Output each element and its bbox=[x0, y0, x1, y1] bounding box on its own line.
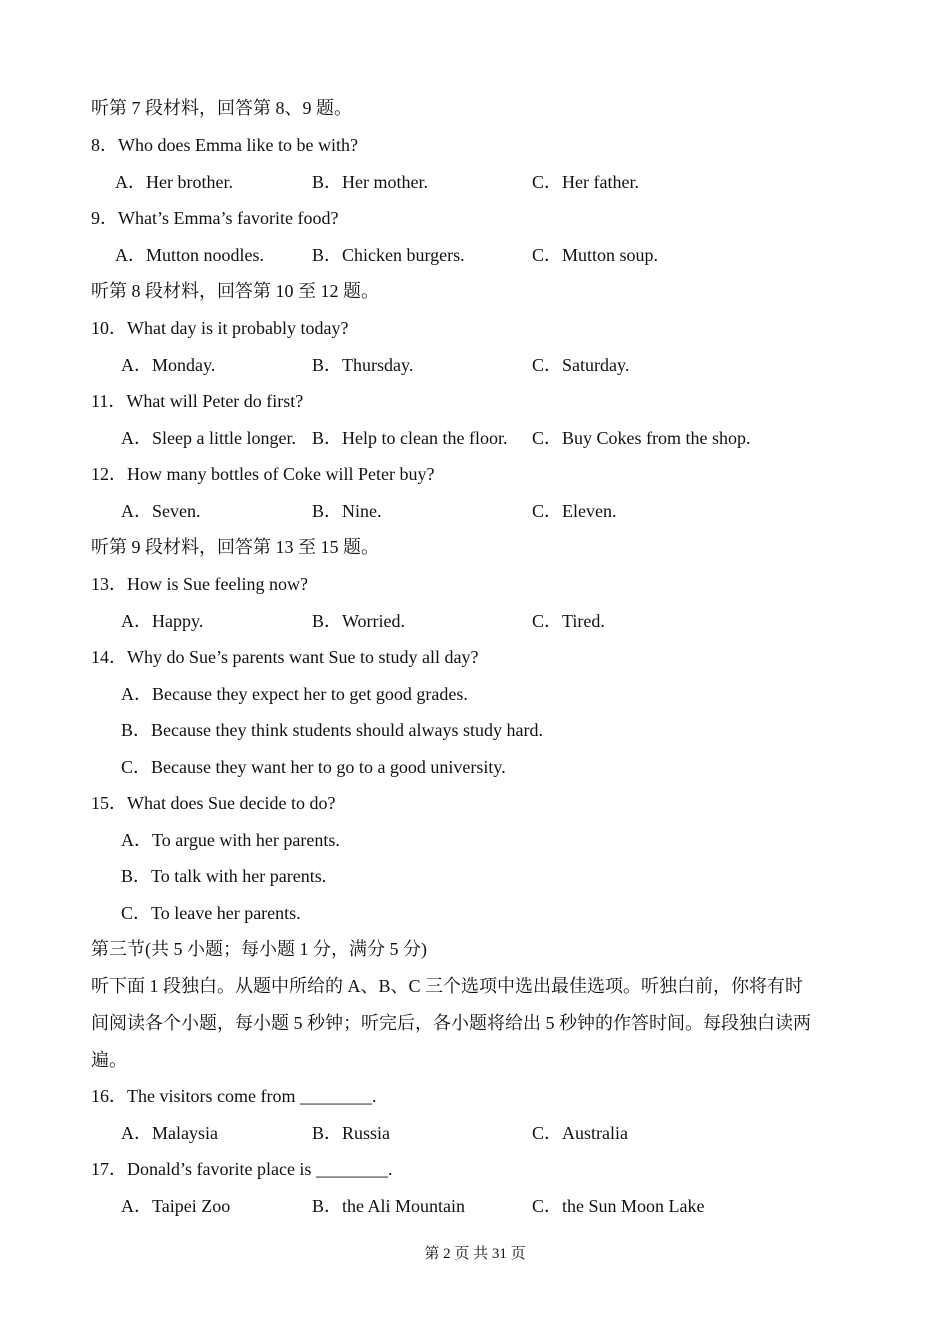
question-15-option-a: A．To argue with her parents. bbox=[121, 830, 340, 850]
question-8-option-a: A．Her brother. bbox=[115, 172, 233, 192]
question-17-option-c: C．the Sun Moon Lake bbox=[532, 1196, 705, 1216]
question-12-option-c: C．Eleven. bbox=[532, 501, 617, 521]
question-13-option-b: B．Worried. bbox=[312, 611, 406, 631]
question-10-option-c: C．Saturday. bbox=[532, 355, 630, 375]
question-9-option-a: A．Mutton noodles. bbox=[115, 245, 265, 265]
question-13-option-c: C．Tired. bbox=[532, 611, 605, 631]
section-heading-8: 听第 8 段材料，回答第 10 至 12 题。 bbox=[91, 281, 379, 301]
page-footer: 第 2 页 共 31 页 bbox=[424, 1246, 526, 1262]
question-9-option-b: B．Chicken burgers. bbox=[312, 245, 465, 265]
question-12-stem: 12．How many bottles of Coke will Peter buy? bbox=[91, 464, 435, 484]
question-9-option-c: C．Mutton soup. bbox=[532, 245, 659, 265]
part-3-instructions-line-2: 间阅读各个小题，每小题 5 秒钟；听完后，各小题将给出 5 秒钟的作答时间。每段独白读两 bbox=[91, 1013, 811, 1033]
question-16-option-a: A．Malaysia bbox=[121, 1123, 218, 1143]
question-15-option-b: B．To talk with her parents. bbox=[121, 866, 327, 886]
question-10-stem: 10．What day is it probably today? bbox=[91, 318, 349, 338]
question-12-option-a: A．Seven. bbox=[121, 501, 201, 521]
question-15-stem: 15．What does Sue decide to do? bbox=[91, 793, 336, 813]
question-13-option-a: A．Happy. bbox=[121, 611, 204, 631]
question-15-option-c: C．To leave her parents. bbox=[121, 903, 301, 923]
question-10-option-b: B．Thursday. bbox=[312, 355, 414, 375]
part-3-instructions-line-1: 听下面 1 段独白。从题中所给的 A、B、C 三个选项中选出最佳选项。听独白前，你将有时 bbox=[91, 976, 804, 996]
question-11-option-c: C．Buy Cokes from the shop. bbox=[532, 428, 751, 448]
question-14-stem: 14．Why do Sue’s parents want Sue to study all day? bbox=[91, 647, 479, 667]
question-11-stem: 11．What will Peter do first? bbox=[91, 391, 304, 411]
question-17-option-b: B．the Ali Mountain bbox=[312, 1196, 465, 1216]
question-16-option-b: B．Russia bbox=[312, 1123, 391, 1143]
question-14-option-a: A．Because they expect her to get good grades. bbox=[121, 684, 468, 704]
question-12-option-b: B．Nine. bbox=[312, 501, 382, 521]
question-11-option-b: B．Help to clean the floor. bbox=[312, 428, 508, 448]
question-14-option-b: B．Because they think students should always study hard. bbox=[121, 720, 543, 740]
section-heading-7: 听第 7 段材料，回答第 8、9 题。 bbox=[91, 98, 352, 118]
question-8-option-b: B．Her mother. bbox=[312, 172, 428, 192]
question-16-option-c: C．Australia bbox=[532, 1123, 628, 1143]
part-3-instructions-line-3: 遍。 bbox=[91, 1050, 127, 1070]
question-17-option-a: A．Taipei Zoo bbox=[121, 1196, 231, 1216]
question-16-stem: 16．The visitors come from ________. bbox=[91, 1086, 377, 1106]
question-14-option-c: C．Because they want her to go to a good university. bbox=[121, 757, 506, 777]
question-9-stem: 9．What’s Emma’s favorite food? bbox=[91, 208, 339, 228]
question-8-option-c: C．Her father. bbox=[532, 172, 639, 192]
question-13-stem: 13．How is Sue feeling now? bbox=[91, 574, 308, 594]
section-heading-9: 听第 9 段材料，回答第 13 至 15 题。 bbox=[91, 537, 379, 557]
question-8-stem: 8．Who does Emma like to be with? bbox=[91, 135, 358, 155]
question-17-stem: 17．Donald’s favorite place is ________. bbox=[91, 1159, 393, 1179]
question-11-option-a: A．Sleep a little longer. bbox=[121, 428, 296, 448]
part-3-title: 第三节(共 5 小题；每小题 1 分，满分 5 分) bbox=[91, 939, 427, 959]
question-10-option-a: A．Monday. bbox=[121, 355, 216, 375]
